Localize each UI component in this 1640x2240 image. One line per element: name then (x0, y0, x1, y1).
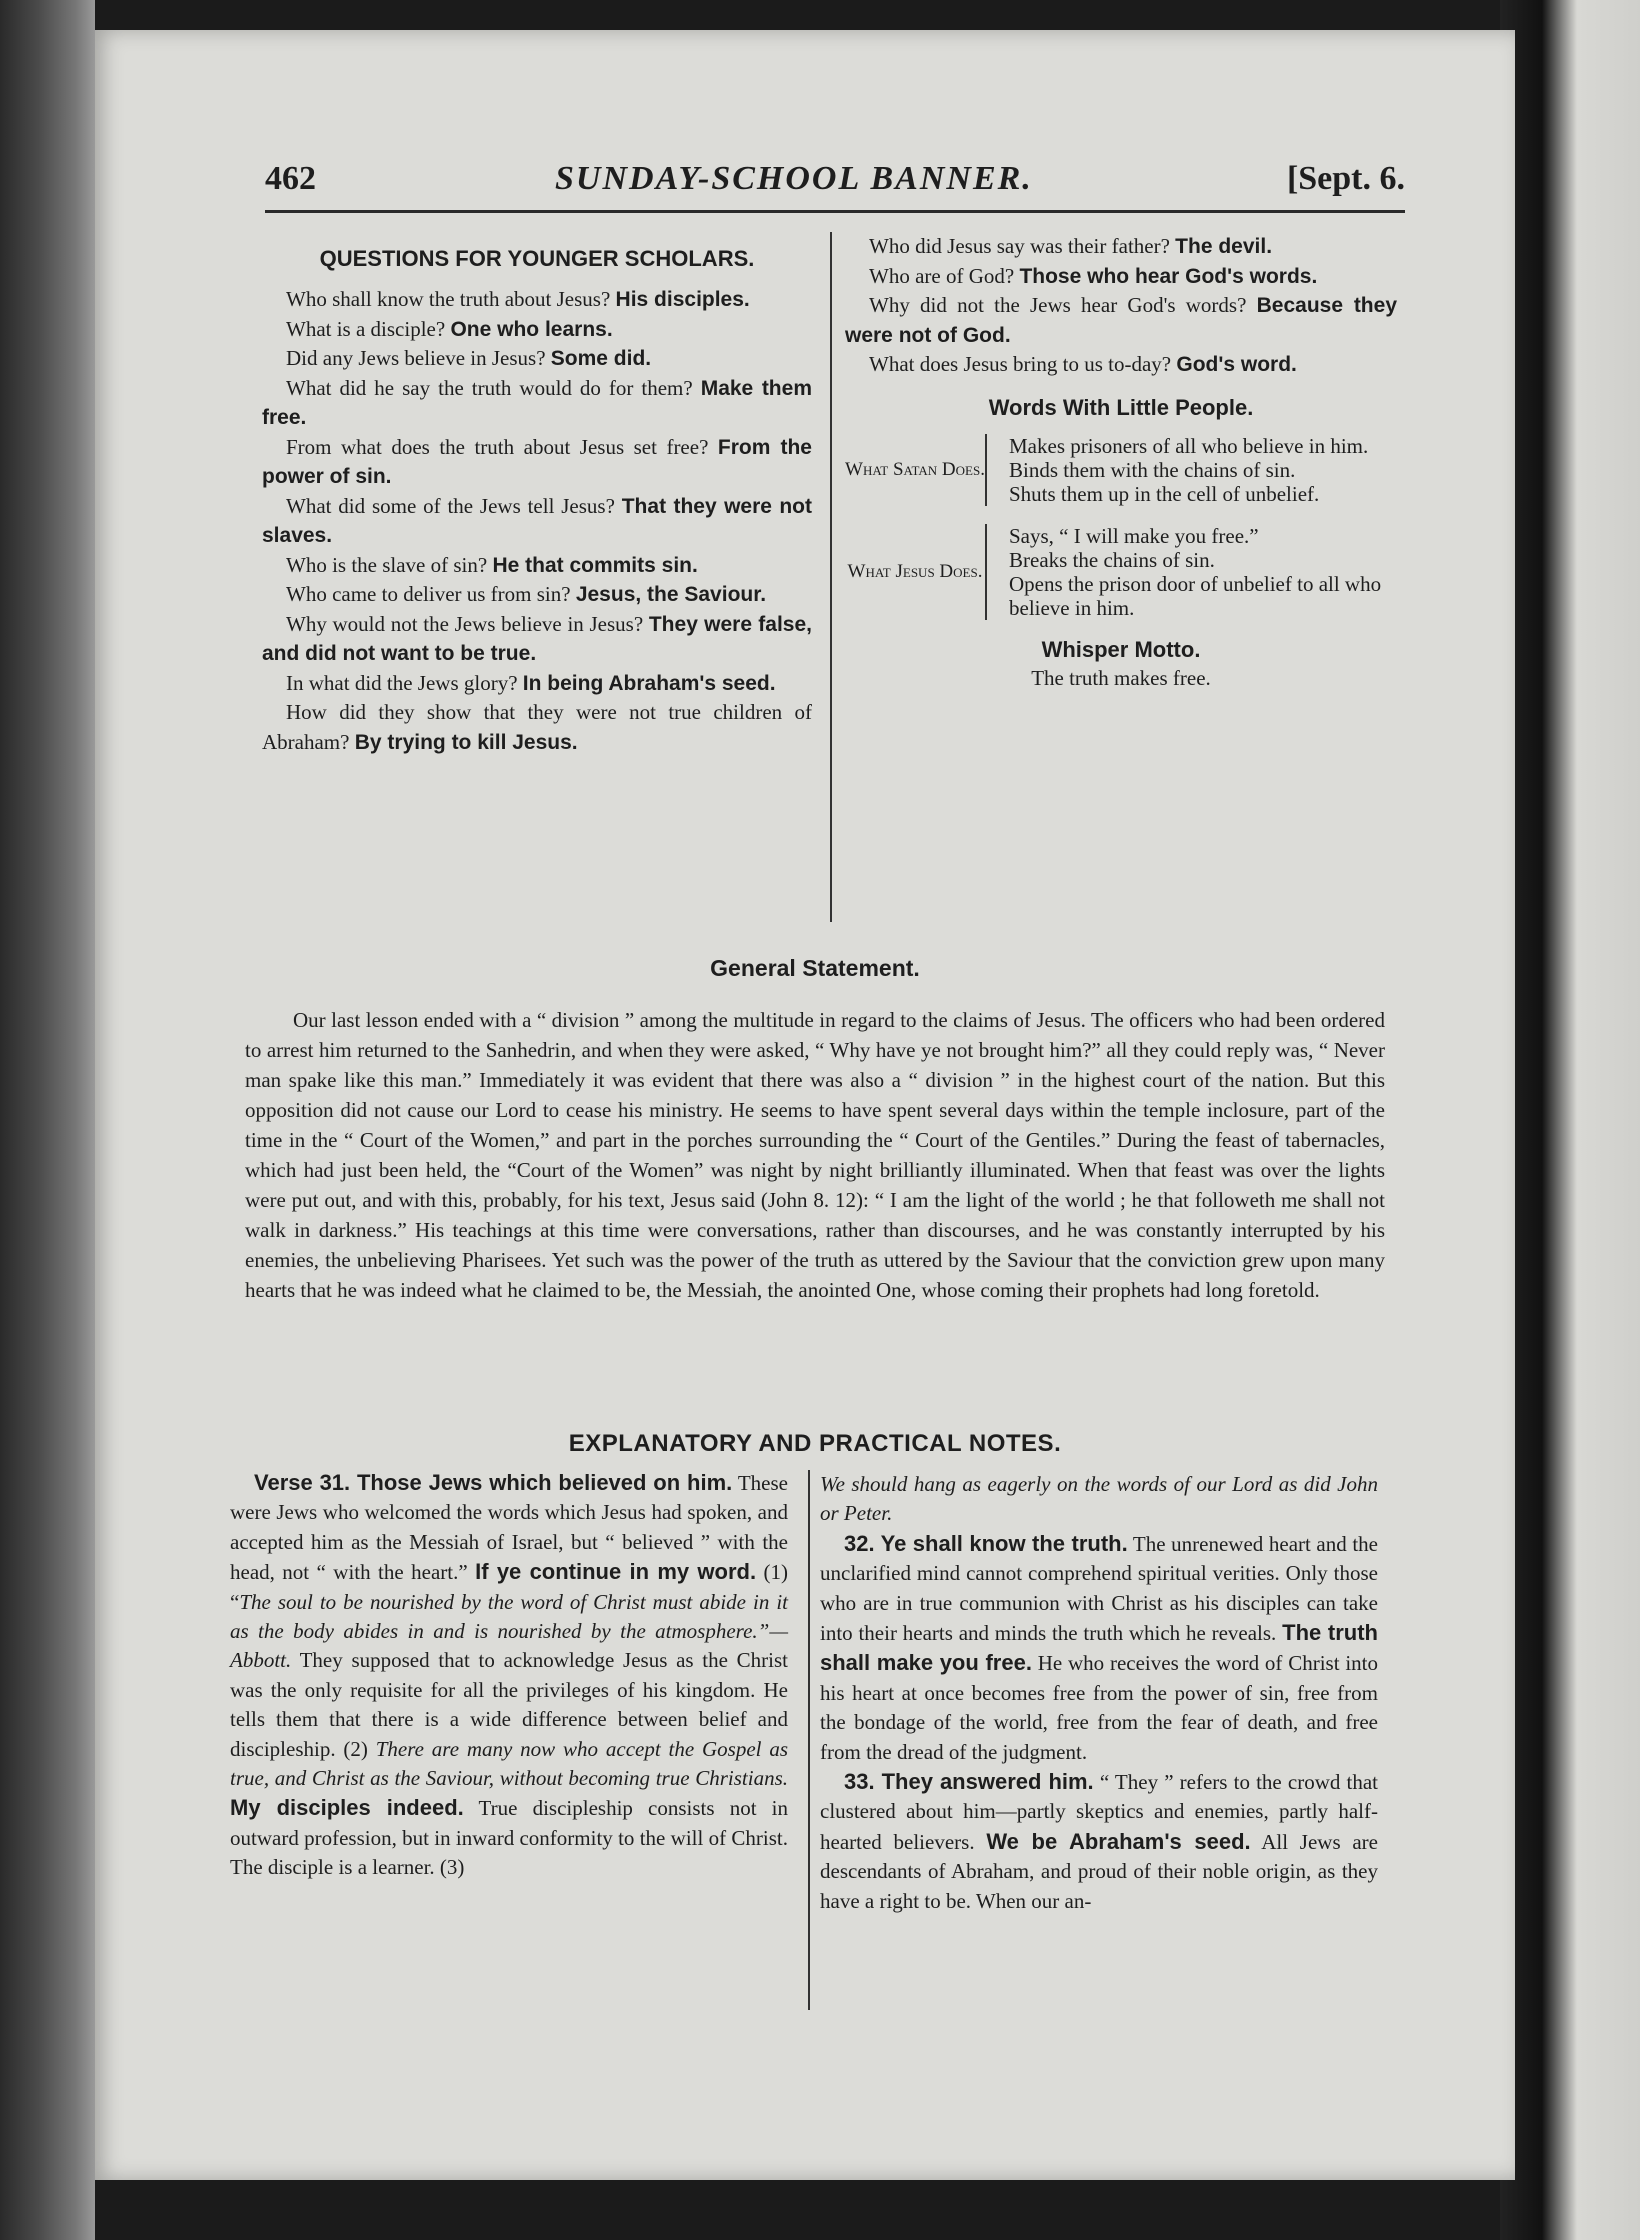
question-item (845, 262, 1397, 292)
list-item: Says, “ I will make you free.” (1009, 523, 1259, 548)
verse-33-heading: 33. They answered him. (844, 1769, 1094, 1795)
note-text: He who receives the word of Christ into his heart at once becomes free from the power of sin, free from the bondage of the world, free from the fear of death, and free from the dread of the judgment. (820, 1651, 1378, 1764)
answer-text: Some did. (550, 347, 652, 370)
satan-items (1001, 434, 1397, 506)
verse-31-heading: Verse 31. Those Jews which believed on him. (254, 1470, 733, 1495)
question-item (845, 291, 1397, 350)
question-item (262, 285, 812, 315)
brace (986, 524, 1001, 620)
verse-32 (820, 1529, 1378, 1767)
question-text: Why did not the Jews hear God's words? (869, 293, 1247, 317)
list-item: Shuts them up in the cell of unbelief. (1009, 481, 1320, 506)
note-keyphrase: If ye continue in my word. (475, 1559, 757, 1585)
verse-33 (820, 1767, 1378, 1916)
note-quote: We should hang as eagerly on the words of our Lord as did John or Peter. (820, 1472, 1378, 1526)
satan-label: What Satan Does. (845, 458, 985, 480)
question-text: What did he say the truth would do for them? (286, 375, 693, 400)
book-spine (0, 0, 95, 2240)
question-text: What did some of the Jews tell Jesus? (286, 493, 615, 518)
question-item (262, 580, 812, 610)
question-item (262, 315, 812, 345)
running-header (265, 160, 1405, 213)
question-item (262, 551, 812, 581)
question-text: Who did Jesus say was their father? (869, 234, 1170, 258)
note-text: (1) “ (230, 1560, 788, 1614)
general-text: Our last lesson ended with a “ division ” among the multitude in regard to the claims of Jesus. The officers who had been ordered to arrest him returned to the Sanhedrin, and when they were asked, “ Why have ye not brought him?” all they could reply was, “ Never man spake like this man.” Immediately it was evident that there was also a “ division ” in the highest court of the nation. But this opposition did not cause our Lord to cease his ministry. He seems to have spent several days within the temple inclosure, part of the time in the “ Court of the Women,” and part in the porches surrounding the “ Court of the Gentiles.” During the feast of tabernacles, which had just been held, the “Court of the Women” was night by night brilliantly illuminated. When that feast was over the lights were put out, and with this, probably, for his text, Jesus said (John 8. 12): “ I am the light of the world ; he that followeth me shall not walk in darkness.” His teachings at this time were conversations, rather than discourses, and he was constantly interrupted by his enemies, the unbelieving Pharisees. Yet such was the power of the truth as uttered by the Saviour that the conviction grew upon many hearts that he was indeed what he claimed to be, the Messiah, the anointed One, whose coming their prophets had long foretold. (245, 1008, 1385, 1302)
list-item: Opens the prison door of unbelief to all who believe in him. (1009, 571, 1382, 620)
general-heading: General Statement. (710, 955, 920, 981)
question-item (262, 698, 812, 757)
notes-left-column (230, 1468, 788, 1883)
verse-31-cont (820, 1470, 1378, 1529)
note-quote: The soul to be nourished by the word of Christ must abide in it as the body abides in and is nourished by the atmosphere.”—Abbott. (230, 1589, 788, 1673)
column-divider (830, 232, 832, 922)
list-item: Breaks the chains of sin. (1009, 547, 1215, 572)
question-item (262, 433, 812, 492)
notes-heading: EXPLANATORY AND PRACTICAL NOTES. (568, 1430, 1062, 1457)
question-text: What is a disciple? (286, 316, 446, 341)
question-item (262, 610, 812, 669)
question-text: How did they show that they were not true children of Abraham? (262, 700, 812, 754)
question-item (845, 350, 1397, 380)
answer-text: Because they were not of God. (845, 294, 1397, 347)
list-item: Binds them with the chains of sin. (1009, 457, 1296, 482)
note-text: These were Jews who welcomed the words which Jesus had spoken, and accepted him as the Messiah of Israel, but “ believed ” with the head, not “ with the heart.” (230, 1471, 788, 1585)
facing-page-edge (1500, 0, 1640, 2240)
column-divider (808, 1470, 810, 2010)
satan-table (845, 434, 1397, 506)
questions-heading: QUESTIONS FOR YOUNGER SCHOLARS. (319, 246, 755, 271)
question-text: Who are of God? (869, 263, 1015, 288)
question-item (262, 669, 812, 699)
note-text: True discipleship consists not in outward profession, but in inward conformity to the will of Christ. The disciple is a learner. (3) (230, 1796, 789, 1880)
general-statement (245, 1005, 1385, 1305)
verse-32-heading: 32. Ye shall know the truth. (844, 1530, 1128, 1556)
motto-heading: Whisper Motto. (1041, 636, 1201, 662)
question-item (845, 232, 1397, 262)
answer-text: They were false, and did not want to be true. (262, 612, 813, 665)
note-keyphrase: We be Abraham's seed. (986, 1828, 1251, 1854)
question-text: In what did the Jews glory? (286, 670, 518, 695)
note-text: The unrenewed heart and the unclarified mind cannot comprehend spiritual verities. Only those who are in true communion with Christ as his disciples can take into their hearts and minds the truth which he reveals. (820, 1531, 1378, 1646)
answer-text: That they were not slaves. (262, 494, 812, 547)
note-text: They supposed that to acknowledge Jesus as the Christ was the only requisite for all the privileges of his kingdom. He tells them that there is a wide difference between belief and discipleship. (2) (230, 1648, 789, 1761)
jesus-table (845, 524, 1397, 620)
question-text: Who came to deliver us from sin? (286, 582, 571, 606)
question-item (262, 492, 812, 551)
question-text: Who shall know the truth about Jesus? (286, 287, 611, 311)
answer-text: By trying to kill Jesus. (354, 730, 578, 754)
question-text: From what does the truth about Jesus set free? (286, 434, 709, 459)
note-text: “ They ” refers to the crowd that clustered about him—partly skeptics and enemies, partly half-hearted believers. (820, 1770, 1379, 1854)
right-column-top (845, 232, 1397, 693)
page-title: SUNDAY-SCHOOL BANNER. (555, 160, 1033, 197)
motto-text: The truth makes free. (1031, 665, 1211, 690)
verse-31 (230, 1468, 788, 1883)
question-text: Who is the slave of sin? (286, 552, 488, 577)
note-text: All Jews are descendants of Abraham, and proud of their noble origin, as they have a right to be. When our an- (820, 1829, 1378, 1913)
note-quote: There are many now who accept the Gospel as true, and Christ as the Saviour, without becoming true Christians. (230, 1736, 789, 1791)
answer-text: One who learns. (450, 317, 613, 341)
brace (986, 434, 1001, 506)
answer-text: The devil. (1175, 235, 1273, 258)
answer-text: He that commits sin. (492, 553, 698, 577)
list-item: Makes prisoners of all who believe in him. (1009, 433, 1369, 458)
page-date: [Sept. 6. (1286, 160, 1405, 197)
page-number: 462 (265, 160, 316, 197)
question-text: What does Jesus bring to us to-day? (869, 352, 1172, 376)
answer-text: From the power of sin. (262, 435, 812, 488)
answer-text: Make them free. (262, 376, 812, 429)
question-text: Why would not the Jews believe in Jesus? (286, 611, 644, 636)
answer-text: Jesus, the Saviour. (575, 583, 767, 606)
little-people-heading: Words With Little People. (988, 394, 1254, 420)
note-keyphrase: My disciples indeed. (230, 1795, 464, 1821)
notes-right-column (820, 1470, 1378, 1916)
questions-column (262, 245, 812, 757)
note-keyphrase: The truth shall make you free. (820, 1620, 1378, 1676)
question-text: Did any Jews believe in Jesus? (286, 346, 546, 370)
answer-text: God's word. (1176, 353, 1297, 376)
jesus-label: What Jesus Does. (847, 560, 983, 582)
question-item (262, 344, 812, 374)
jesus-items (1001, 524, 1397, 620)
answer-text: His disciples. (615, 288, 750, 311)
answer-text: Those who hear God's words. (1019, 264, 1318, 288)
answer-text: In being Abraham's seed. (522, 671, 776, 695)
question-item (262, 374, 812, 433)
